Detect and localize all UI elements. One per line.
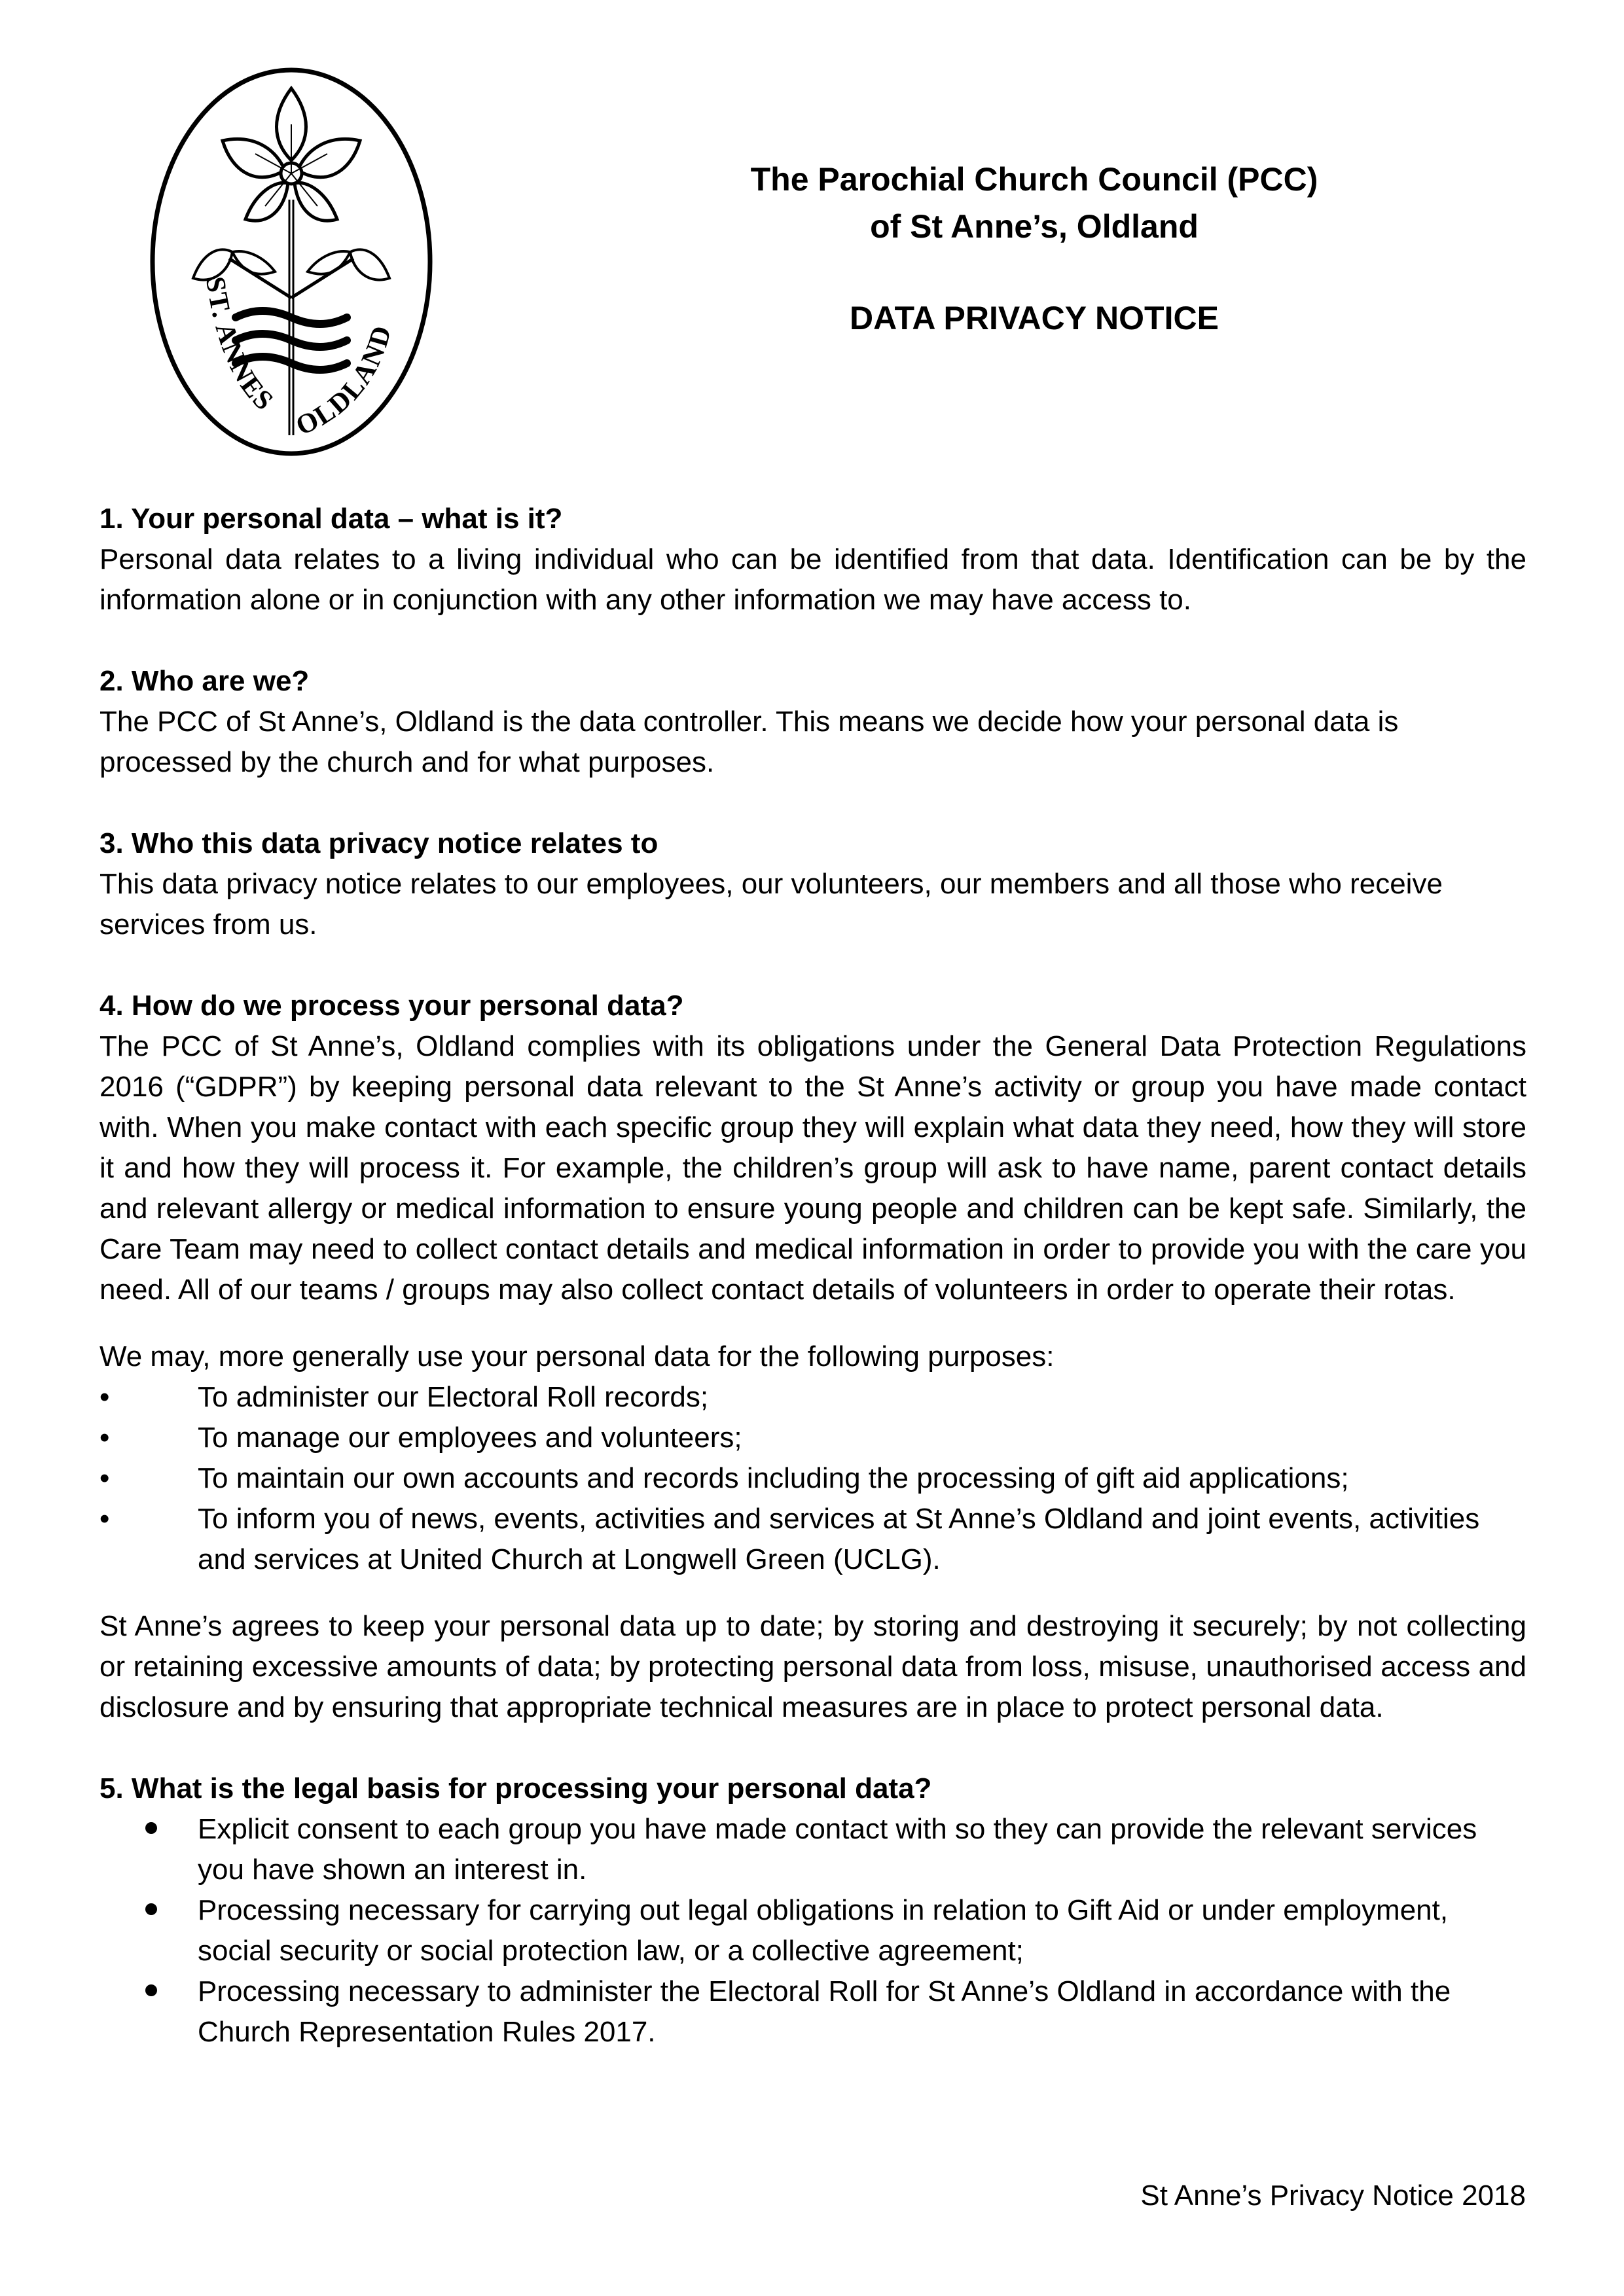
list-item: Explicit consent to each group you have made contact with so they can provide the relevant services you have shown an interest in. [198, 1809, 1526, 1890]
list-item: Processing necessary to administer the Electoral Roll for St Anne’s Oldland in accordance with the Church Representation Rules 2017. [198, 1971, 1526, 2053]
bullet: • [99, 1381, 110, 1413]
bullet-icon [145, 1984, 157, 1996]
section-3 [99, 823, 1526, 945]
section-heading: 2. Who are we? [99, 665, 310, 697]
section-5 [99, 1768, 1526, 2053]
bullet: • [99, 1462, 110, 1494]
list-item: Processing necessary for carrying out legal obligations in relation to Gift Aid or under employment, social security or social protection law, or a collective agreement; [198, 1890, 1526, 1971]
document-body [99, 499, 1526, 2093]
header-line-2: of St Anne’s, Oldland [870, 208, 1199, 245]
logo-text-left: ST. ANNES [200, 274, 280, 418]
section-heading: 5. What is the legal basis for processing your personal data? [99, 1772, 932, 1804]
section-1 [99, 499, 1526, 620]
section-text: Personal data relates to a living individual who can be identified from that data. Identification can be by the information alone or in conjunction with any other information we may have access to. [99, 543, 1526, 616]
section-2 [99, 661, 1526, 783]
list-item: • To inform you of news, events, activities and services at St Anne’s Oldland and joint events, activities and services at United Church at Longwell Green (UCLG). [99, 1499, 1526, 1580]
header-line-1: The Parochial Church Council (PCC) [750, 161, 1318, 198]
bullet: • [99, 1422, 110, 1454]
logo-text-right: OLDLAND [291, 321, 398, 442]
bullet-icon [145, 1903, 157, 1915]
section-4 [99, 986, 1526, 1728]
section-text: St Anne’s agrees to keep your personal data up to date; by storing and destroying it securely; by not collecting or retaining excessive amounts of data; by protecting personal data from loss, misuse, unauthorised access and disclosure and by ensuring that appropriate technical measures are in place to protect personal data. [99, 1610, 1526, 1723]
section-text: The PCC of St Anne’s, Oldland is the data controller. This means we decide how your personal data is processed by the church and for what purposes. [99, 706, 1399, 778]
section-heading: 3. Who this data privacy notice relates to [99, 827, 659, 859]
list-item: • To maintain our own accounts and records including the processing of gift aid applications; [99, 1458, 1526, 1499]
document-header [687, 156, 1381, 342]
church-logo [144, 62, 439, 461]
bullet-icon [145, 1822, 157, 1834]
legal-basis-list [99, 1809, 1526, 2053]
section-heading: 4. How do we process your personal data? [99, 990, 684, 1022]
list-item: • To manage our employees and volunteers; [99, 1418, 1526, 1458]
bullet: • [99, 1503, 110, 1535]
notice-title: DATA PRIVACY NOTICE [850, 300, 1219, 336]
purposes-intro: We may, more generally use your personal data for the following purposes: [99, 1340, 1055, 1372]
purposes-list [99, 1377, 1526, 1580]
section-text: The PCC of St Anne’s, Oldland complies with its obligations under the General Data Protection Regulations 2016 (“GDPR”) by keeping personal data relevant to the St Anne’s activity or group you have made contact with. When you make contact with each specific group they will explain what data they need, how they will store it and how they will process it. For example, the children’s group will ask to have name, parent contact details and relevant allergy or medical information to ensure young people and children can be kept safe. Similarly, the Care Team may need to collect contact details and medical information in order to provide you with the care you need. All of our teams / groups may also collect contact details of volunteers in order to operate their rotas. [99, 1030, 1526, 1306]
section-text: This data privacy notice relates to our employees, our volunteers, our members and all those who receive services from us. [99, 868, 1443, 941]
section-heading: 1. Your personal data – what is it? [99, 503, 563, 535]
page-footer: St Anne’s Privacy Notice 2018 [1140, 2179, 1526, 2212]
list-item: • To administer our Electoral Roll records; [99, 1377, 1526, 1418]
